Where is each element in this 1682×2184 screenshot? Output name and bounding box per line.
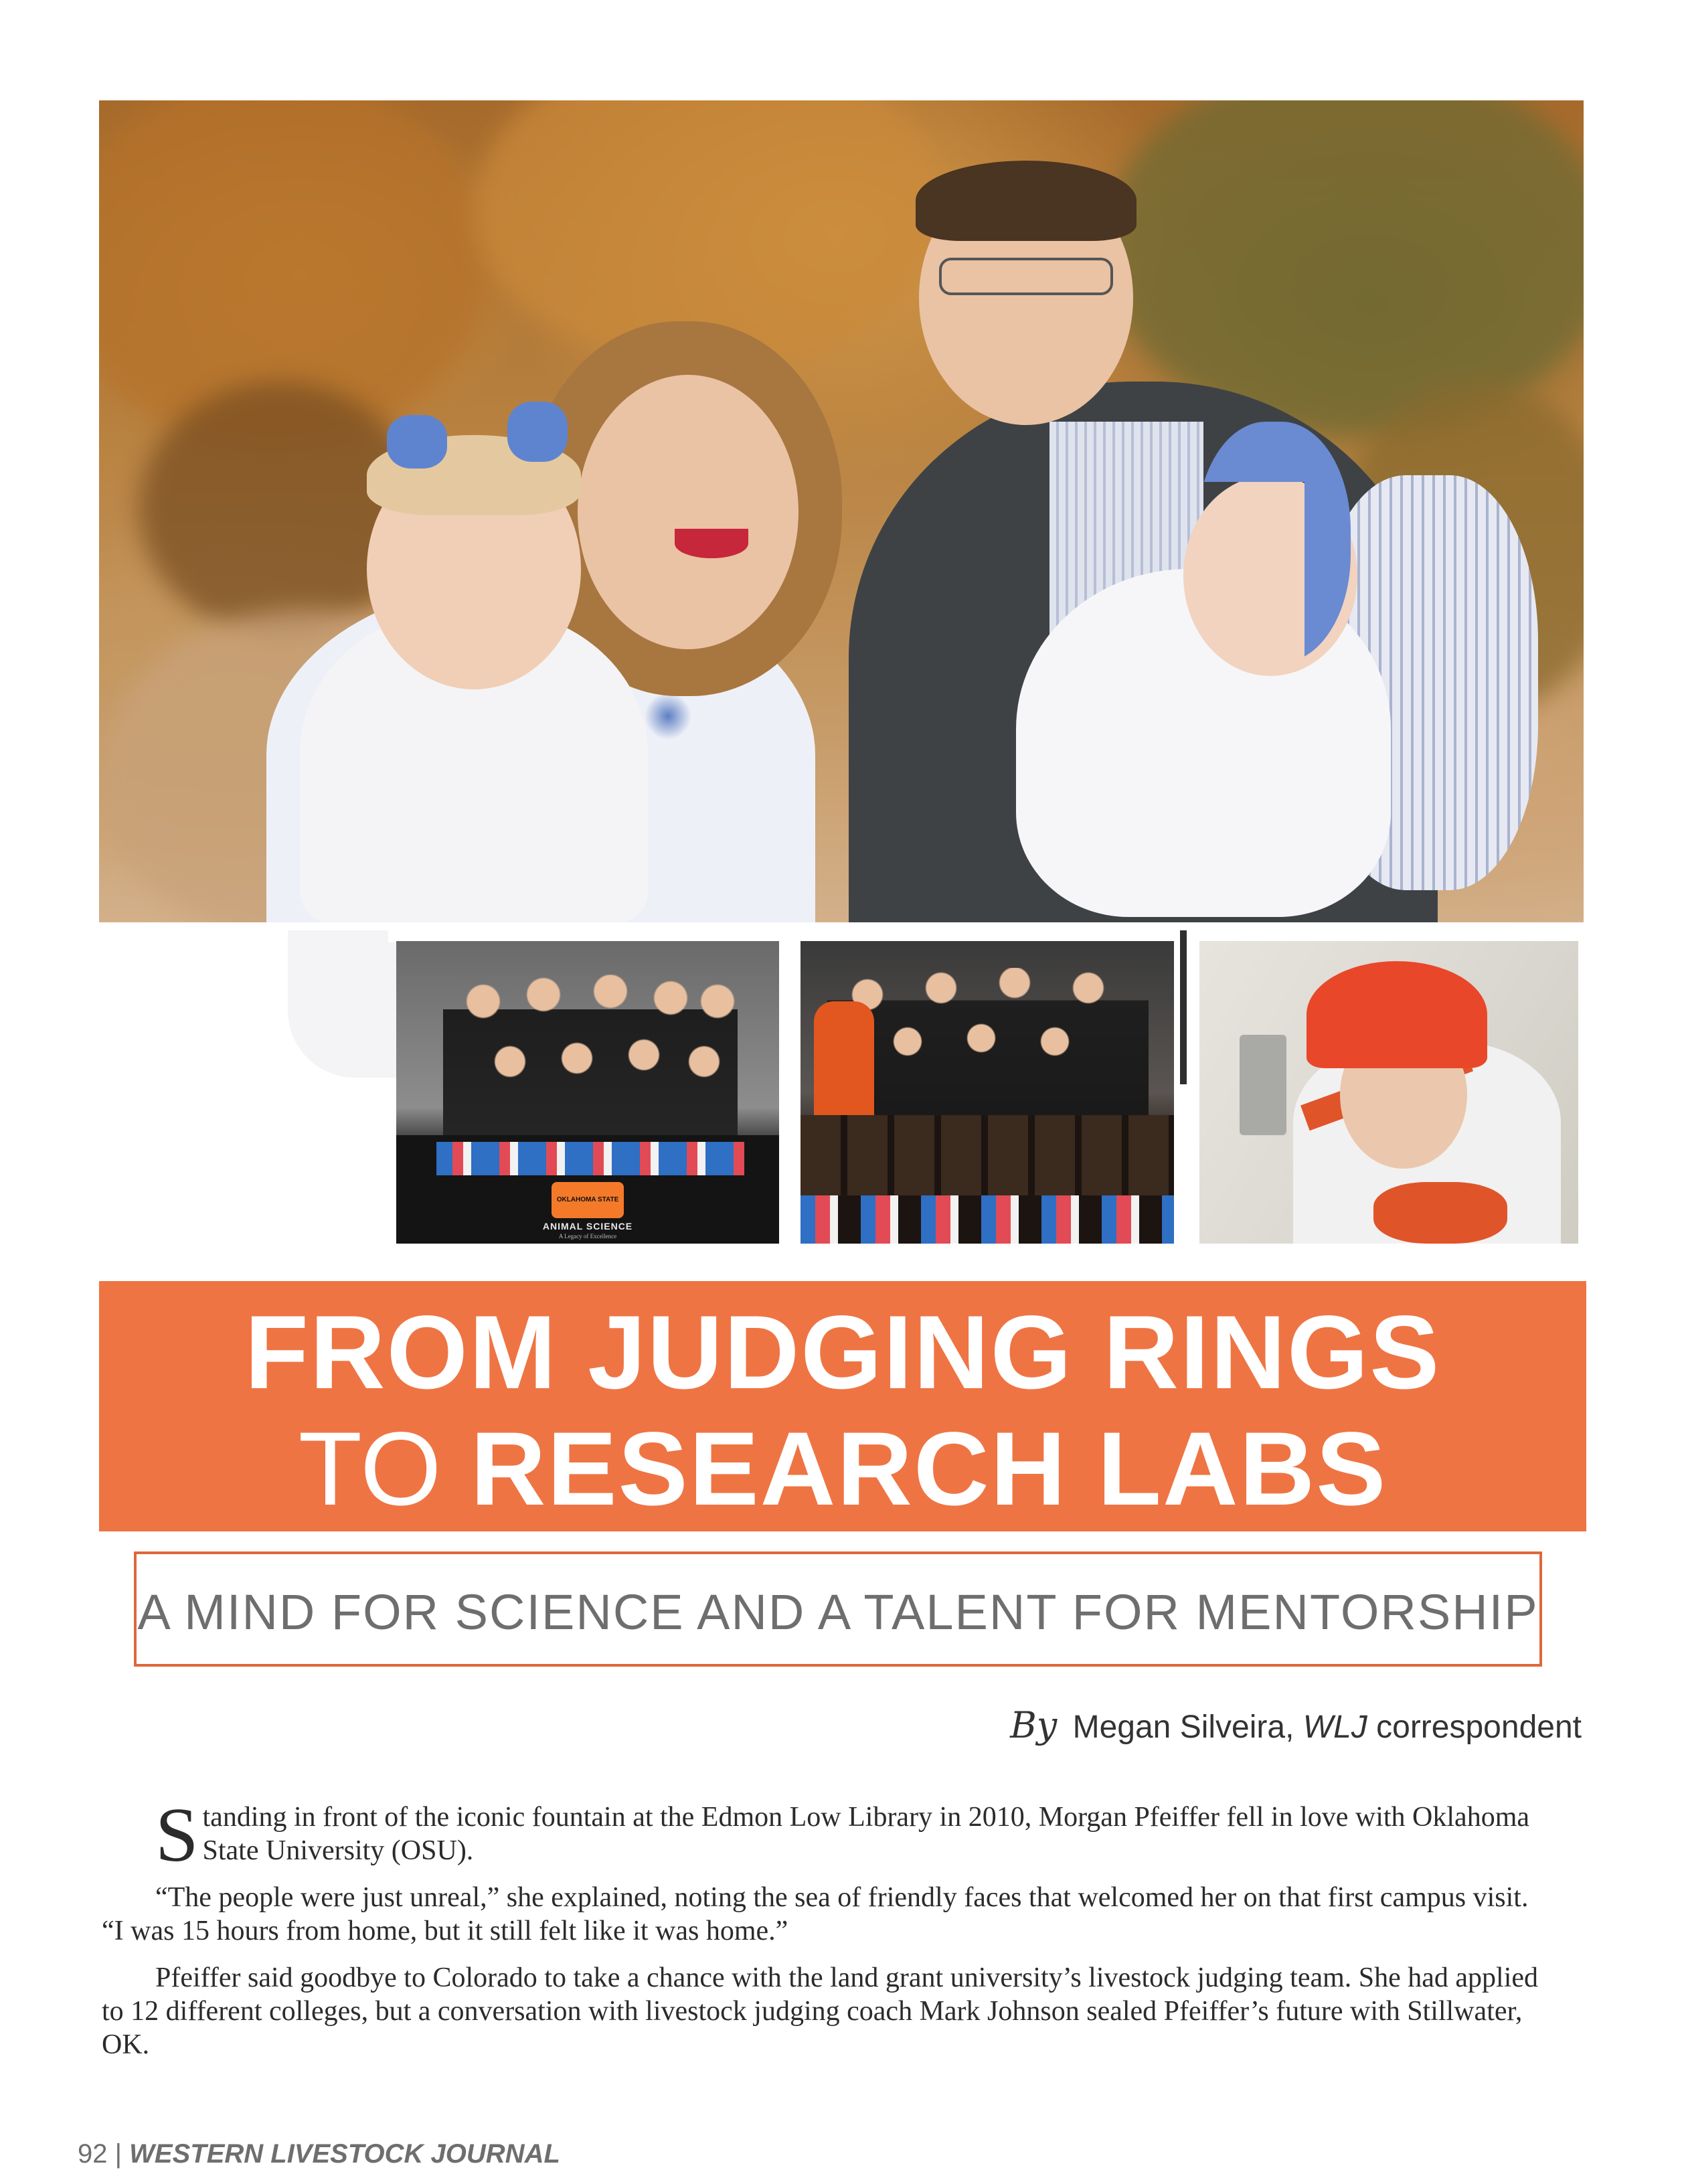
lab-photo: [1199, 941, 1578, 1244]
hair-bow-icon: [387, 415, 447, 469]
headline-line-2-bold: RESEARCH LABS: [470, 1411, 1387, 1527]
headline-line-2: [99, 1410, 1586, 1529]
paragraph-1: Standing in front of the iconic fountain at the Edmon Low Library in 2010, Morgan Pfeiffer fell in love with Oklahoma State University (OSU).: [155, 1792, 1530, 1878]
glasses-icon: [939, 258, 1113, 295]
headline-line-1: FROM JUDGING RINGS: [244, 1294, 1441, 1411]
folio-separator: |: [114, 2139, 122, 2169]
osu-logo: OKLAHOMA STATE: [552, 1182, 624, 1218]
hard-hat-icon: [1307, 961, 1487, 1068]
team-photo-1: [396, 941, 779, 1244]
byline-by: By: [1010, 1704, 1058, 1746]
banner-text: ANIMAL SCIENCE: [542, 1221, 633, 1232]
hair-bow-icon: [507, 402, 568, 462]
banner-tagline: A Legacy of Excellence: [558, 1233, 617, 1240]
drop-cap: S: [155, 1792, 199, 1878]
subtitle: A MIND FOR SCIENCE AND A TALENT FOR MENTORSHIP: [137, 1584, 1539, 1640]
mother-head: [578, 375, 798, 649]
team-photo-2: [801, 941, 1174, 1244]
paragraph-3: Pfeiffer said goodbye to Colorado to take a chance with the land grant university’s livestock judging team. She had applied to 12 different colleges, but a conversation with livestock judging coach Mark Johnson sealed Pfeiffer’s future with Stillwater, OK.: [102, 1962, 1539, 2060]
page-folio: [78, 2139, 560, 2169]
byline-role: correspondent: [1376, 1709, 1582, 1745]
subtitle-box: [134, 1551, 1542, 1667]
byline: [1010, 1704, 1582, 1746]
article-body: [102, 1792, 1554, 2075]
page-number: 92: [78, 2139, 108, 2169]
byline-author: Megan Silveira,: [1072, 1709, 1294, 1745]
photo-divider: [1180, 930, 1187, 1084]
headline-connector: TO: [298, 1411, 442, 1527]
headline-banner: [99, 1281, 1586, 1531]
paragraph-2: “The people were just unreal,” she explained, noting the sea of friendly faces that welcomed her on that first campus visit. “I was 15 hours from home, but it still felt like it was home.”: [102, 1882, 1529, 1946]
folio-publication: WESTERN LIVESTOCK JOURNAL: [129, 2139, 560, 2169]
hero-family-photo: [99, 100, 1584, 922]
byline-publication: WLJ: [1302, 1709, 1367, 1745]
